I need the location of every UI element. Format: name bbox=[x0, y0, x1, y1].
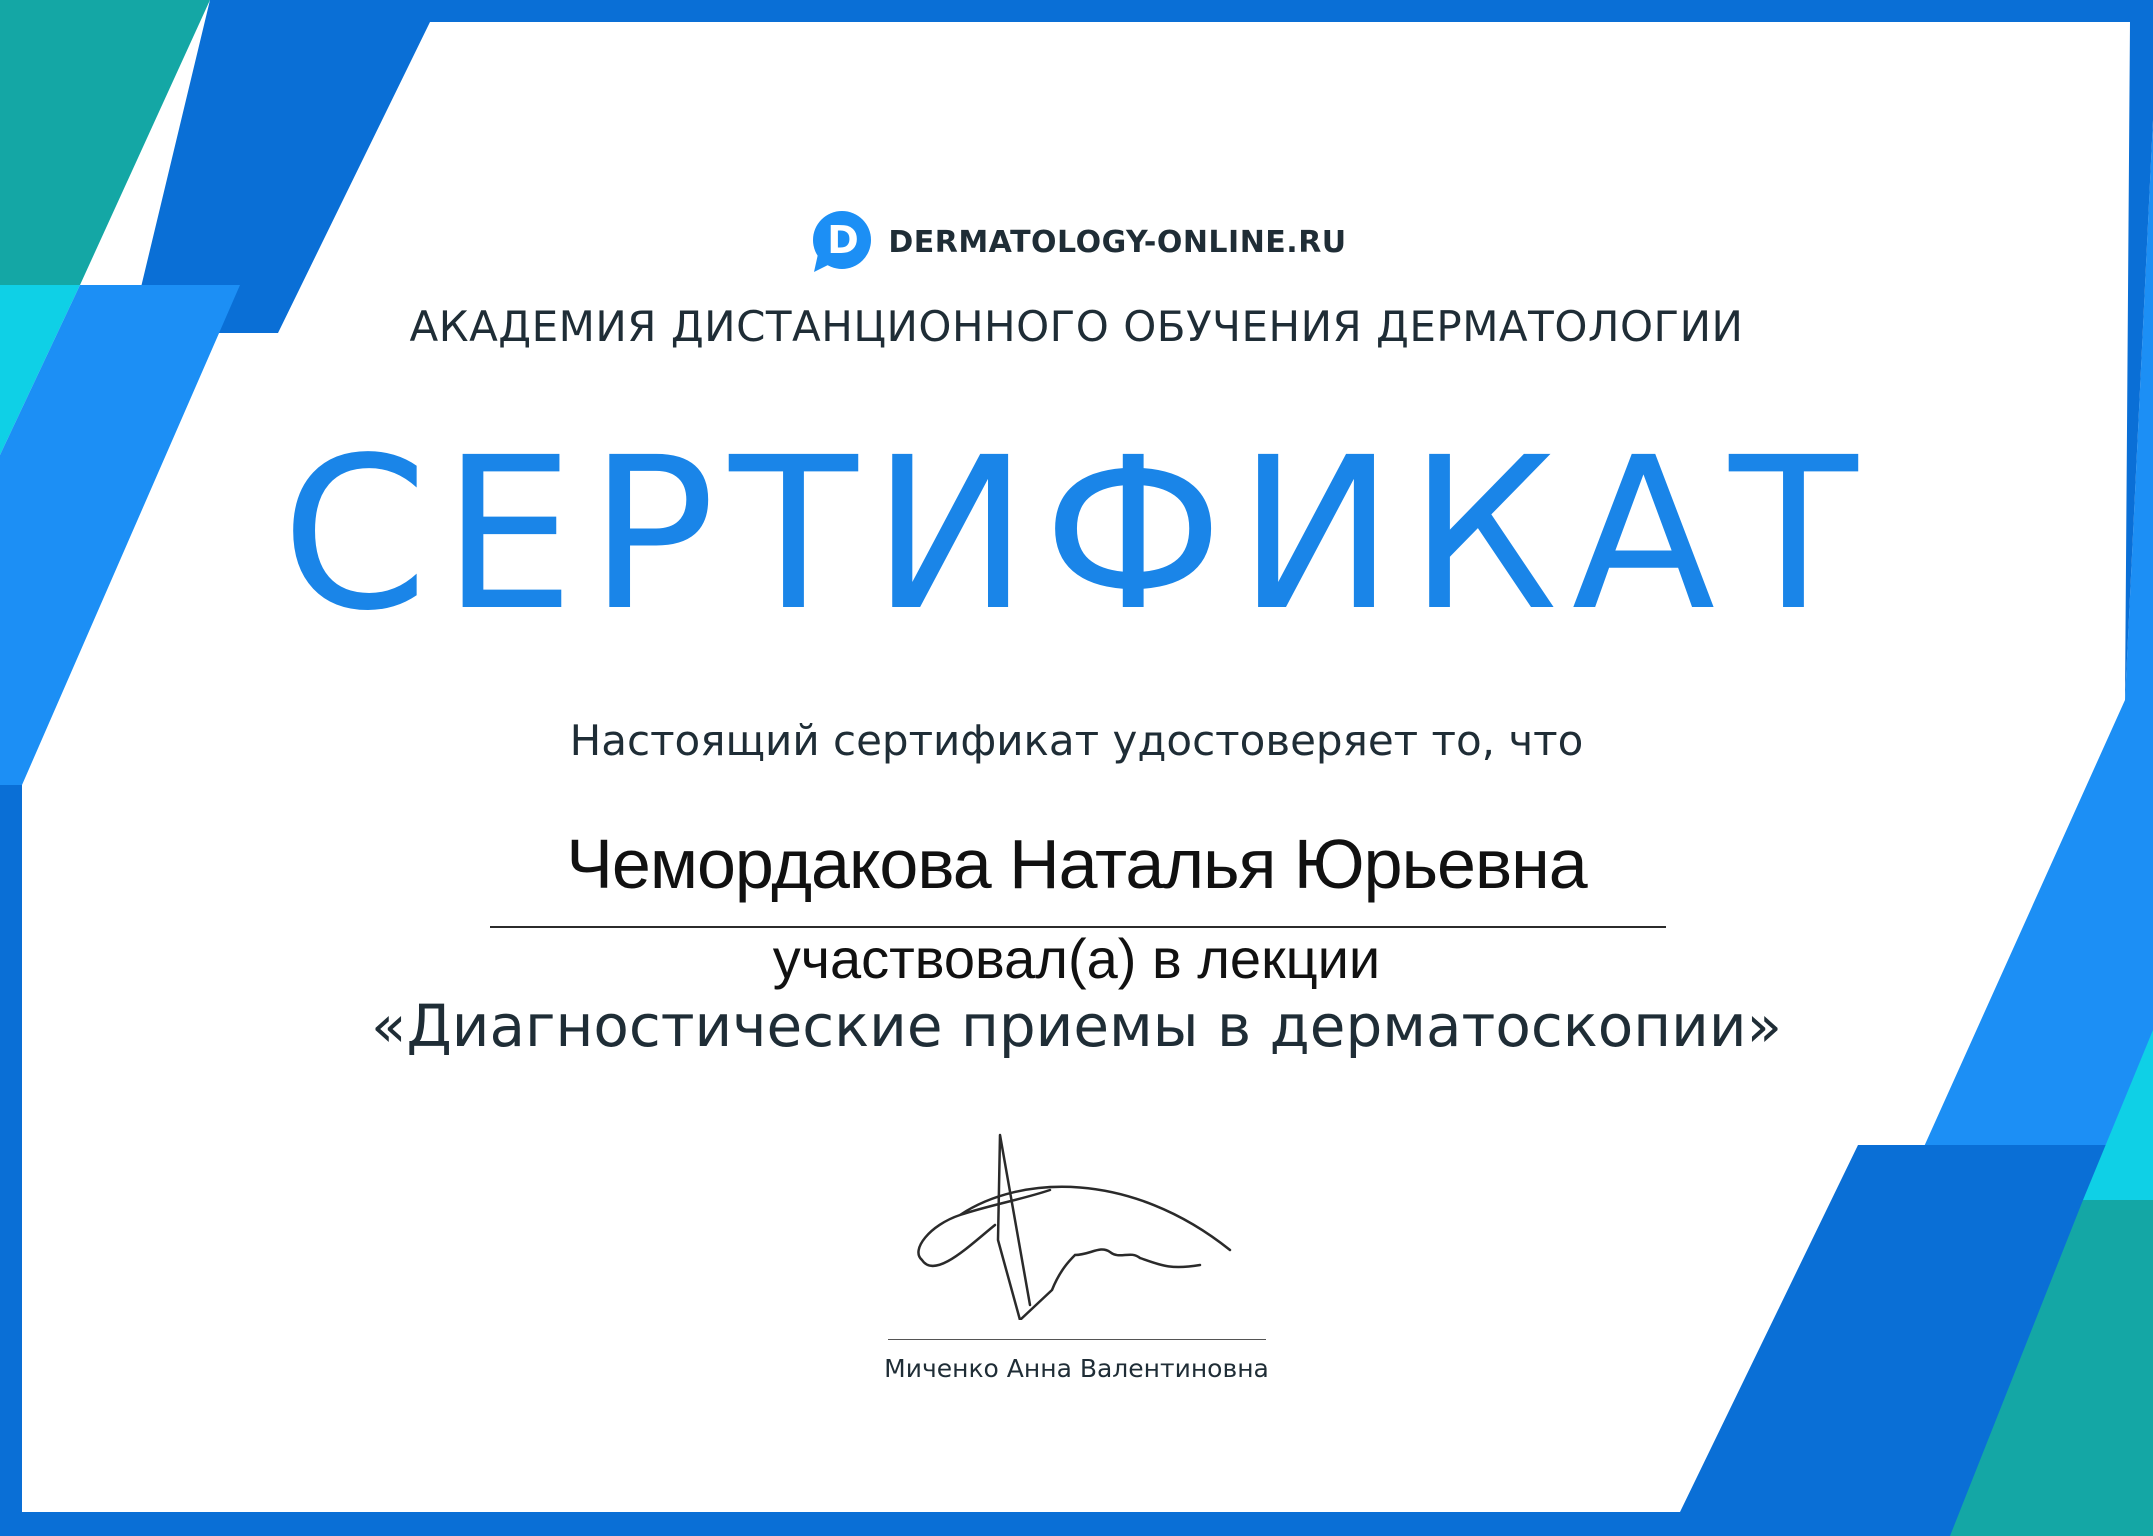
academy-name: АКАДЕМИЯ ДИСТАНЦИОННОГО ОБУЧЕНИЯ ДЕРМАТОЛОГИИ bbox=[409, 302, 1744, 351]
participation-text: участвовал(а) в лекции bbox=[772, 927, 1381, 990]
recipient-name: Чемордакова Наталья Юрьевна bbox=[566, 825, 1587, 903]
brand-name: DERMATOLOGY-ONLINE.RU bbox=[888, 224, 1347, 260]
signature-line bbox=[888, 1339, 1266, 1340]
certificate-title: СЕРТИФИКАТ bbox=[281, 412, 1872, 657]
dermatology-logo-icon bbox=[806, 208, 874, 276]
handwritten-signature bbox=[900, 1130, 1260, 1320]
logo-letter: D bbox=[827, 218, 860, 262]
brand-header bbox=[0, 208, 2153, 276]
lecture-title: «Диагностические приемы в дерматоскопии» bbox=[370, 992, 1783, 1060]
signer-name: Миченко Анна Валентиновна bbox=[884, 1354, 1269, 1383]
certificate-intro: Настоящий сертификат удостоверяет то, что bbox=[569, 716, 1584, 765]
